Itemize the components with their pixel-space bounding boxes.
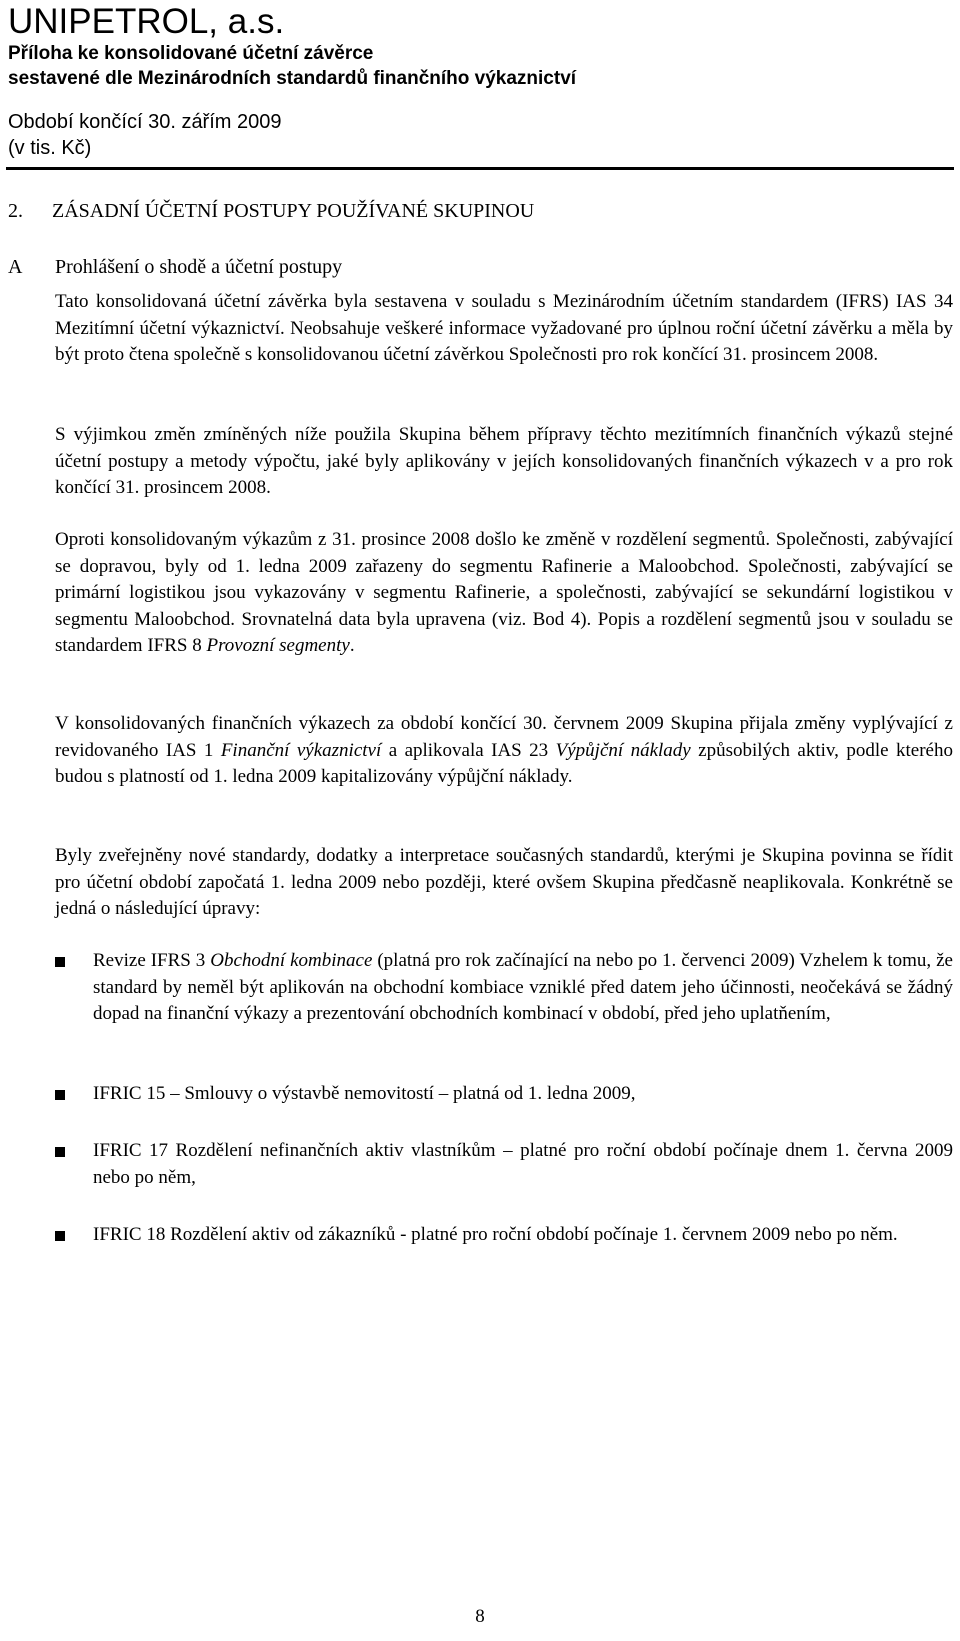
- bullet-square-icon: [55, 1231, 65, 1241]
- segments-standard-name: Provozní segmenty: [206, 635, 350, 656]
- bullet3-text: IFRIC 17 Rozdělení nefinančních aktiv vlastníkům – platné pro roční období počínaje dnem 1. června 2009 nebo po něm,: [93, 1140, 953, 1188]
- bullet2-text: IFRIC 15 – Smlouvy o výstavbě nemovitostí – platná od 1. ledna 2009,: [93, 1083, 636, 1104]
- subsection-letter: A: [8, 256, 23, 278]
- bullet1-text-a: Revize IFRS 3: [93, 950, 211, 971]
- paragraph-compliance: Tato konsolidovaná účetní závěrka byla sestavena v souladu s Mezinárodním účetním standardem (IFRS) IAS 34 Mezitímní účetní výkaznictví. Neobsahuje veškeré informace vyžadované pro úplnou roční účetní závěrku a měla by být proto čtena společně s konsolidovanou účetní závěrkou Společnosti pro rok končící 31. prosincem 2008.: [55, 291, 953, 365]
- subsection-heading: [8, 254, 342, 280]
- list-item: [55, 1081, 953, 1108]
- list-item: [55, 1222, 953, 1249]
- report-period: Období končící 30. zářím 2009: [8, 111, 282, 133]
- bullet-square-icon: [55, 1147, 65, 1157]
- bullet4-text: IFRIC 18 Rozdělení aktiv od zákazníků - platné pro roční období počínaje 1. červnem 2009 nebo po něm.: [93, 1224, 898, 1245]
- bullet1-text-b: (platná pro rok začínající na nebo po 1. červenci 2009) Vzhelem k tomu, že standard by neměl být aplikován na obchodní kombiace vzniklé před datem jeho účinnosti, neočekává se žádný dopad na finanční výkazy a prezentování obchodních kombinací v období, před jeho uplatňením,: [93, 950, 953, 1024]
- ias-text-c: způsobilých aktiv, podle kterého budou s platností od 1. ledna 2009 kapitalizovány výpůjční náklady.: [55, 739, 953, 787]
- header-divider: [6, 167, 954, 170]
- ias-text-b: a aplikovala IAS 23: [381, 739, 556, 761]
- segments-end: .: [349, 635, 355, 656]
- report-unit: (v tis. Kč): [8, 137, 92, 159]
- paragraph-segments: [55, 527, 953, 660]
- list-item: [55, 1138, 953, 1191]
- section-number: 2.: [8, 200, 23, 222]
- ias-text-a: V konsolidovaných finančních výkazech za období končící 30. červnem 2009 Skupina přijala změny vyplývající z revidovaného IAS 1: [55, 713, 953, 761]
- section-title: ZÁSADNÍ ÚČETNÍ POSTUPY POUŽÍVANÉ SKUPINOU: [52, 200, 535, 222]
- bullet-square-icon: [55, 1090, 65, 1100]
- report-subtitle-line2: sestavené dle Mezinárodních standardů finančního výkaznictví: [8, 68, 577, 89]
- subsection-title: Prohlášení o shodě a účetní postupy: [55, 256, 343, 278]
- bullet-square-icon: [55, 957, 65, 967]
- page-number: 8: [475, 1606, 485, 1627]
- ifrs3-name: Obchodní kombinace: [210, 950, 373, 971]
- paragraph-new-standards: Byly zveřejněny nové standardy, dodatky a interpretace současných standardů, kterými je Skupina povinna se řídit pro účetní období započatá 1. ledna 2009 nebo později, které ovšem Skupina předčasně neaplikovala. Konkrétně se jedná o následující úpravy:: [55, 845, 953, 919]
- ias23-name: Výpůjční náklady: [555, 739, 691, 761]
- section-heading: [8, 198, 534, 224]
- report-subtitle-line1: Příloha ke konsolidované účetní závěrce: [8, 43, 374, 64]
- list-item: [55, 948, 953, 1028]
- company-name: UNIPETROL, a.s.: [8, 2, 285, 41]
- ias1-name: Finanční výkaznictví: [220, 739, 382, 761]
- segments-text: Oproti konsolidovaným výkazům z 31. prosince 2008 došlo ke změně v rozdělení segmentů. Společnosti, zabývající se dopravou, byly od 1. ledna 2009 zařazeny do segmentu Rafinerie a Maloobchod. Společnosti, zabývající se primární logistikou jsou vykazovány v segmentu Rafinerie, a společnosti, zabývající se sekundární logistikou v segmentu Maloobchod. Srovnatelná data byla upravena (viz. Bod 4). Popis a rozdělení segmentů jsou v souladu se standardem IFRS 8: [55, 529, 953, 656]
- paragraph-ias-changes: [55, 711, 953, 791]
- paragraph-accounting-policies: S výjimkou změn zmíněných níže použila Skupina během přípravy těchto mezitímních finančních výkazů stejné účetní postupy a metody výpočtu, jaké byly aplikovány v jejích konsolidovaných finančních výkazech v a pro rok končící 31. prosincem 2008.: [55, 424, 953, 498]
